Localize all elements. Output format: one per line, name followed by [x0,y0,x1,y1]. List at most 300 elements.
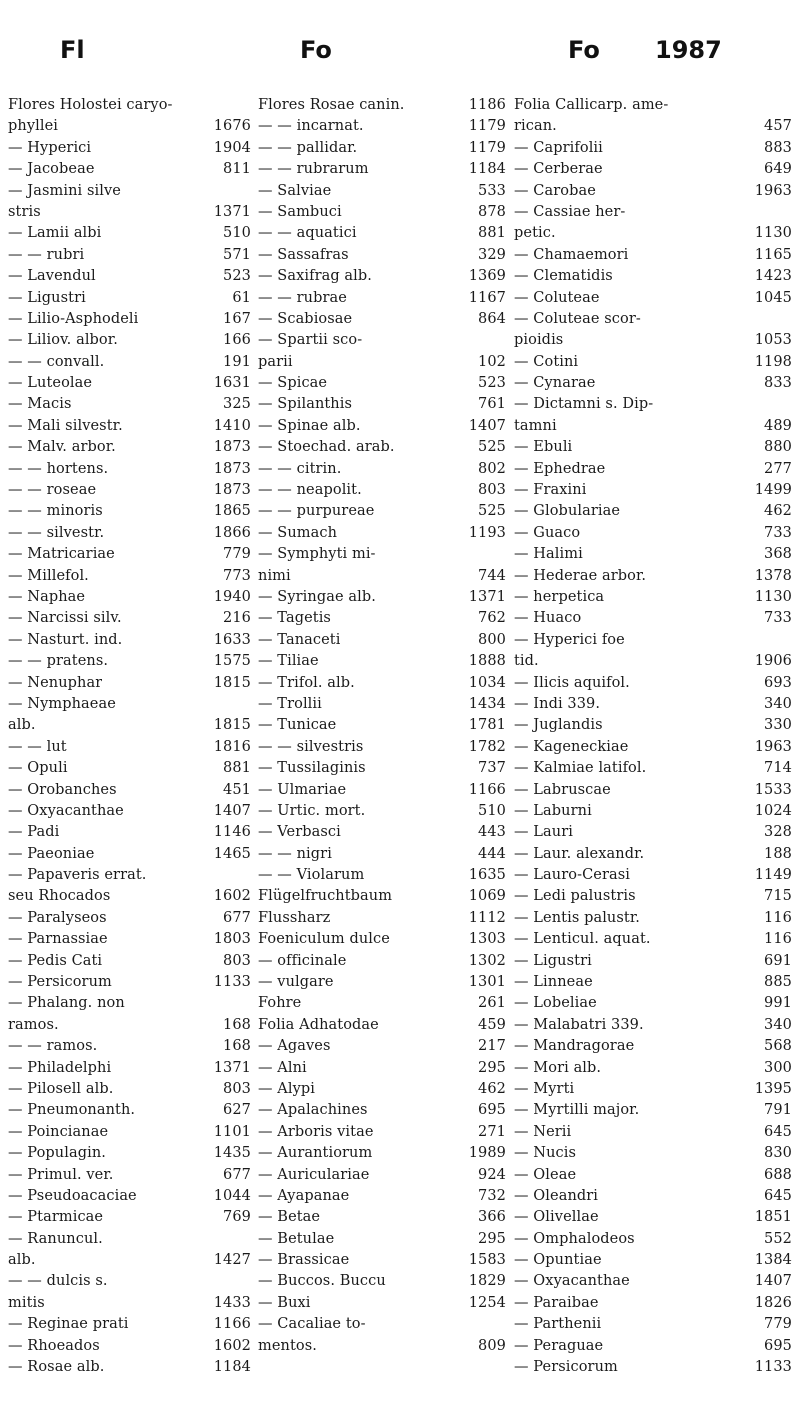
entry-term: — — neapolit. [258,482,362,499]
entry-page-number: 340 [764,1016,792,1033]
entry-page-number: 769 [223,1209,251,1226]
index-entry [514,566,792,587]
entry-term: — Opuntiae [514,1252,602,1269]
index-entry [258,1015,506,1036]
index-entry [8,1100,251,1121]
entry-term: — Peraguae [514,1337,604,1354]
entry-term: — Phalang. non [8,995,125,1012]
entry-term: — Coluteae scor- [514,310,641,327]
entry-page-number: 1371 [468,588,506,605]
entry-page-number: 1583 [468,1252,506,1269]
index-entry [258,908,506,929]
entry-page-number: 1865 [213,503,251,520]
entry-page-number: 733 [764,524,792,541]
index-entry [8,138,251,159]
index-entry [514,159,792,180]
index-entry [514,394,792,415]
entry-page-number: 368 [764,546,792,563]
index-entry [258,865,506,886]
entry-term: — Clematidis [514,268,613,285]
entry-page-number: 1133 [213,974,251,991]
entry-page-number: 1782 [468,738,506,755]
header-center-guide: Fo [300,36,332,64]
entry-term: — Globulariae [514,503,621,520]
entry-term: — — rubrarum [258,161,369,178]
index-entry [8,1036,251,1057]
index-entry [258,1036,506,1057]
index-entry [258,437,506,458]
entry-term: — Paeoniae [8,845,95,862]
index-entry [514,1293,792,1314]
index-entry [514,908,792,929]
index-entry [258,1271,506,1292]
entry-page-number: 1407 [468,417,506,434]
index-entry [258,480,506,501]
index-column-2 [258,95,506,1357]
entry-page-number: 693 [764,674,792,691]
index-entry [258,1250,506,1271]
entry-term: — Nucis [514,1145,577,1162]
entry-page-number: 1575 [213,653,251,670]
entry-term: — Jasmini silve [8,182,121,199]
index-entry [8,1207,251,1228]
entry-page-number: 864 [478,310,506,327]
entry-page-number: 443 [478,824,506,841]
index-entry [8,1143,251,1164]
entry-term: — Cacaliae to- [258,1316,366,1333]
entry-page-number: 1045 [754,289,792,306]
entry-page-number: 830 [764,1145,792,1162]
entry-page-number: 116 [764,909,792,926]
index-entry [258,202,506,223]
entry-page-number: 510 [478,802,506,819]
index-entry [514,758,792,779]
index-entry [258,651,506,672]
index-entry [8,780,251,801]
index-entry [258,1058,506,1079]
index-entry [514,288,792,309]
index-entry [258,138,506,159]
entry-term: — Stoechad. arab. [258,439,395,456]
index-entry [8,715,251,736]
entry-page-number: 168 [223,1016,251,1033]
entry-page-number: 677 [223,909,251,926]
entry-page-number: 1829 [468,1273,506,1290]
entry-page-number: 329 [478,246,506,263]
entry-term: — Labruscae [514,781,611,798]
entry-page-number: 1149 [754,867,792,884]
entry-page-number: 1167 [468,289,506,306]
entry-page-number: 457 [764,118,792,135]
index-entry [8,116,251,137]
entry-term: — Lilio-Asphodeli [8,310,139,327]
entry-page-number: 571 [223,246,251,263]
entry-term: mentos. [258,1337,317,1354]
entry-term: Folia Callicarp. ame- [514,97,669,113]
entry-page-number: 1499 [754,482,792,499]
index-entry [258,95,506,116]
entry-page-number: 800 [478,631,506,648]
entry-page-number: 300 [764,1059,792,1076]
entry-page-number: 645 [764,1123,792,1140]
entry-page-number: 1407 [754,1273,792,1290]
index-entry [8,416,251,437]
entry-term: — Sumach [258,524,338,541]
entry-term: — Spilanthis [258,396,353,413]
entry-page-number: 883 [764,139,792,156]
entry-term: — Malabatri 339. [514,1016,644,1033]
entry-term: — — roseae [8,482,97,499]
index-entry [8,1165,251,1186]
entry-page-number: 1179 [468,118,506,135]
index-entry [258,1207,506,1228]
index-entry [514,993,792,1014]
entry-term: — Ligustri [514,952,592,969]
index-column-3 [514,95,792,1378]
entry-term: — Paraibae [514,1294,599,1311]
entry-page-number: 1378 [754,567,792,584]
entry-term: petic. [514,225,556,242]
entry-page-number: 295 [478,1230,506,1247]
index-entry [514,715,792,736]
index-entry [514,1079,792,1100]
index-entry [514,737,792,758]
entry-page-number: 340 [764,695,792,712]
index-entry [514,416,792,437]
entry-page-number: 277 [764,460,792,477]
entry-term: — Padi [8,824,60,841]
index-entry [258,245,506,266]
entry-term: — Papaveris errat. [8,867,147,884]
entry-page-number: 802 [478,460,506,477]
index-entry [8,95,251,116]
index-entry [258,758,506,779]
entry-term: — Ligustri [8,289,86,306]
entry-term: — Cynarae [514,375,596,392]
entry-term: — Salviae [258,182,332,199]
entry-term: parii [258,353,293,370]
index-entry [258,223,506,244]
entry-page-number: 1602 [213,888,251,905]
entry-page-number: 1815 [213,717,251,734]
index-entry [514,459,792,480]
entry-page-number: 188 [764,845,792,862]
entry-page-number: 1165 [754,246,792,263]
entry-term: — Ayapanae [258,1187,350,1204]
entry-page-number: 295 [478,1059,506,1076]
entry-page-number: 1130 [754,225,792,242]
entry-page-number: 216 [223,610,251,627]
entry-term: — Trollii [258,695,322,712]
index-entry [258,544,506,565]
entry-page-number: 1130 [754,588,792,605]
index-entry [8,459,251,480]
entry-term: — Pseudoacaciae [8,1187,137,1204]
entry-page-number: 695 [478,1102,506,1119]
entry-page-number: 1184 [213,1359,251,1376]
entry-term: — Saxifrag alb. [258,268,373,285]
index-entry [8,480,251,501]
index-entry [514,1357,792,1378]
index-entry [258,523,506,544]
index-entry [8,651,251,672]
entry-page-number: 1166 [468,781,506,798]
entry-term: — Symphyti mi- [258,546,376,563]
index-entry [514,1271,792,1292]
entry-term: — Pilosell alb. [8,1080,114,1097]
entry-term: — Buccos. Buccu [258,1273,386,1290]
index-entry [258,1186,506,1207]
entry-page-number: 627 [223,1102,251,1119]
index-entry [258,1293,506,1314]
index-entry [514,95,792,116]
index-entry [514,1058,792,1079]
entry-term: — Rhoeados [8,1337,100,1354]
index-entry [514,630,792,651]
entry-term: — Ranuncul. [8,1230,103,1247]
index-entry [8,908,251,929]
entry-page-number: 444 [478,845,506,862]
entry-term: — Mali silvestr. [8,417,123,434]
entry-term: — Apalachines [258,1102,368,1119]
entry-page-number: 1384 [754,1252,792,1269]
index-entry [514,587,792,608]
entry-term: — Linneae [514,974,593,991]
entry-term: — Orobanches [8,781,117,798]
index-entry [514,266,792,287]
index-entry [8,1015,251,1036]
entry-term: — Poincianae [8,1123,109,1140]
index-entry [258,737,506,758]
entry-page-number: 1963 [754,182,792,199]
entry-term: Foeniculum dulce [258,931,390,948]
index-entry [8,1186,251,1207]
entry-page-number: 1427 [213,1252,251,1269]
index-entry [514,544,792,565]
entry-page-number: 744 [478,567,506,584]
index-entry [258,459,506,480]
entry-term: — Parthenii [514,1316,602,1333]
entry-page-number: 510 [223,225,251,242]
entry-page-number: 1433 [213,1294,251,1311]
entry-term: seu Rhocados [8,888,111,905]
entry-page-number: 459 [478,1016,506,1033]
entry-term: — Scabiosae [258,310,353,327]
entry-term: — Betulae [258,1230,335,1247]
entry-term: — Jacobeae [8,161,95,178]
index-entry [8,844,251,865]
index-entry [514,181,792,202]
entry-term: — Cotini [514,353,579,370]
index-entry [8,886,251,907]
entry-page-number: 1371 [213,203,251,220]
entry-term: — Cerberae [514,161,603,178]
entry-page-number: 1184 [468,161,506,178]
entry-term: — Verbasci [258,824,341,841]
entry-page-number: 1826 [754,1294,792,1311]
index-entry [514,822,792,843]
entry-term: — Ptarmicae [8,1209,104,1226]
index-entry [8,1058,251,1079]
entry-page-number: 451 [223,781,251,798]
entry-page-number: 523 [223,268,251,285]
entry-term: — Fraxini [514,482,587,499]
index-entry [514,223,792,244]
entry-term: nimi [258,567,291,584]
index-entry [258,288,506,309]
entry-term: — Hederae arbor. [514,567,647,584]
entry-page-number: 1166 [213,1316,251,1333]
header-year: 1987 [655,36,722,64]
entry-term: — Primul. ver. [8,1166,114,1183]
entry-page-number: 1193 [468,524,506,541]
entry-term: — — nigri [258,845,332,862]
entry-term: — Kalmiae latifol. [514,760,647,777]
entry-page-number: 1676 [213,118,251,135]
index-entry [514,1143,792,1164]
entry-term: Fohre [258,995,302,1012]
entry-term: — Alypi [258,1080,316,1097]
entry-term: — Urtic. mort. [258,802,366,819]
header-right-guide: Fo [568,36,600,64]
index-entry [8,1357,251,1378]
entry-term: — — silvestris [258,738,364,755]
entry-term: — Tagetis [258,610,331,627]
entry-term: — Kageneckiae [514,738,629,755]
entry-term: — Populagin. [8,1145,106,1162]
entry-page-number: 1816 [213,738,251,755]
index-entry [258,394,506,415]
entry-term: — — ramos. [8,1038,98,1055]
index-entry [8,587,251,608]
index-entry [8,1122,251,1143]
index-entry [258,330,506,351]
index-entry [8,544,251,565]
entry-page-number: 1633 [213,631,251,648]
entry-term: Flussharz [258,909,331,926]
index-entry [8,394,251,415]
entry-term: — Lobeliae [514,995,597,1012]
entry-term: — — convall. [8,353,105,370]
entry-term: — — hortens. [8,460,109,477]
page-header [0,36,801,76]
entry-page-number: 732 [478,1187,506,1204]
index-entry [514,116,792,137]
index-entry [258,1314,506,1335]
entry-term: — — citrin. [258,460,342,477]
index-entry [514,352,792,373]
entry-term: — Olivellae [514,1209,599,1226]
index-entry [258,715,506,736]
index-entry [8,801,251,822]
entry-page-number: 881 [223,760,251,777]
index-column-1 [8,95,251,1378]
index-entry [258,1229,506,1250]
entry-page-number: 762 [478,610,506,627]
entry-term: — Hyperici foe [514,631,625,648]
index-entry [8,865,251,886]
entry-term: — — aquatici [258,225,357,242]
entry-page-number: 1024 [754,802,792,819]
entry-term: — Alni [258,1059,307,1076]
index-entry [514,694,792,715]
entry-page-number: 1069 [468,888,506,905]
entry-term: — Pneumonanth. [8,1102,136,1119]
index-entry [514,1336,792,1357]
entry-page-number: 1873 [213,482,251,499]
index-entry [514,673,792,694]
index-entry [258,694,506,715]
entry-term: — Agaves [258,1038,331,1055]
entry-page-number: 462 [478,1080,506,1097]
entry-term: — Sambuci [258,203,342,220]
entry-term: — Hyperici [8,139,92,156]
entry-page-number: 1815 [213,674,251,691]
index-entry [8,630,251,651]
index-entry [258,266,506,287]
entry-page-number: 1407 [213,802,251,819]
entry-term: — Auriculariae [258,1166,370,1183]
index-entry [514,951,792,972]
index-entry [8,673,251,694]
entry-page-number: 1533 [754,781,792,798]
entry-page-number: 695 [764,1337,792,1354]
index-entry [258,373,506,394]
entry-term: — — rubrae [258,289,347,306]
header-left-guide: Fl [60,36,85,64]
entry-page-number: 1423 [754,268,792,285]
entry-page-number: 833 [764,375,792,392]
entry-term: — Narcissi silv. [8,610,122,627]
entry-page-number: 525 [478,503,506,520]
entry-term: — Mandragorae [514,1038,635,1055]
entry-page-number: 261 [478,995,506,1012]
entry-page-number: 61 [232,289,251,306]
entry-term: — — lut [8,738,67,755]
entry-page-number: 1873 [213,460,251,477]
index-entry [258,159,506,180]
entry-term: ramos. [8,1016,59,1033]
index-entry [8,437,251,458]
entry-term: — Reginae prati [8,1316,129,1333]
entry-page-number: 1198 [754,353,792,370]
index-entry [258,1165,506,1186]
index-entry [514,651,792,672]
entry-term: — Trifol. alb. [258,674,355,691]
index-entry [8,330,251,351]
entry-term: — — dulcis s. [8,1273,108,1290]
entry-term: — Laur. alexandr. [514,845,645,862]
entry-term: — Nasturt. ind. [8,631,123,648]
index-entry [8,1314,251,1335]
entry-term: Flores Rosae canin. [258,97,405,113]
entry-term: — Ephedrae [514,460,606,477]
entry-page-number: 489 [764,417,792,434]
entry-page-number: 803 [223,952,251,969]
entry-page-number: 761 [478,396,506,413]
entry-term: — — rubri [8,246,85,263]
index-entry [8,181,251,202]
entry-term: — Nenuphar [8,674,103,691]
index-entry [514,886,792,907]
index-entry [258,352,506,373]
entry-term: — Philadelphi [8,1059,112,1076]
index-entry [258,673,506,694]
entry-term: — Millefol. [8,567,89,584]
index-entry [514,801,792,822]
index-entry [8,1229,251,1250]
index-entry [514,373,792,394]
